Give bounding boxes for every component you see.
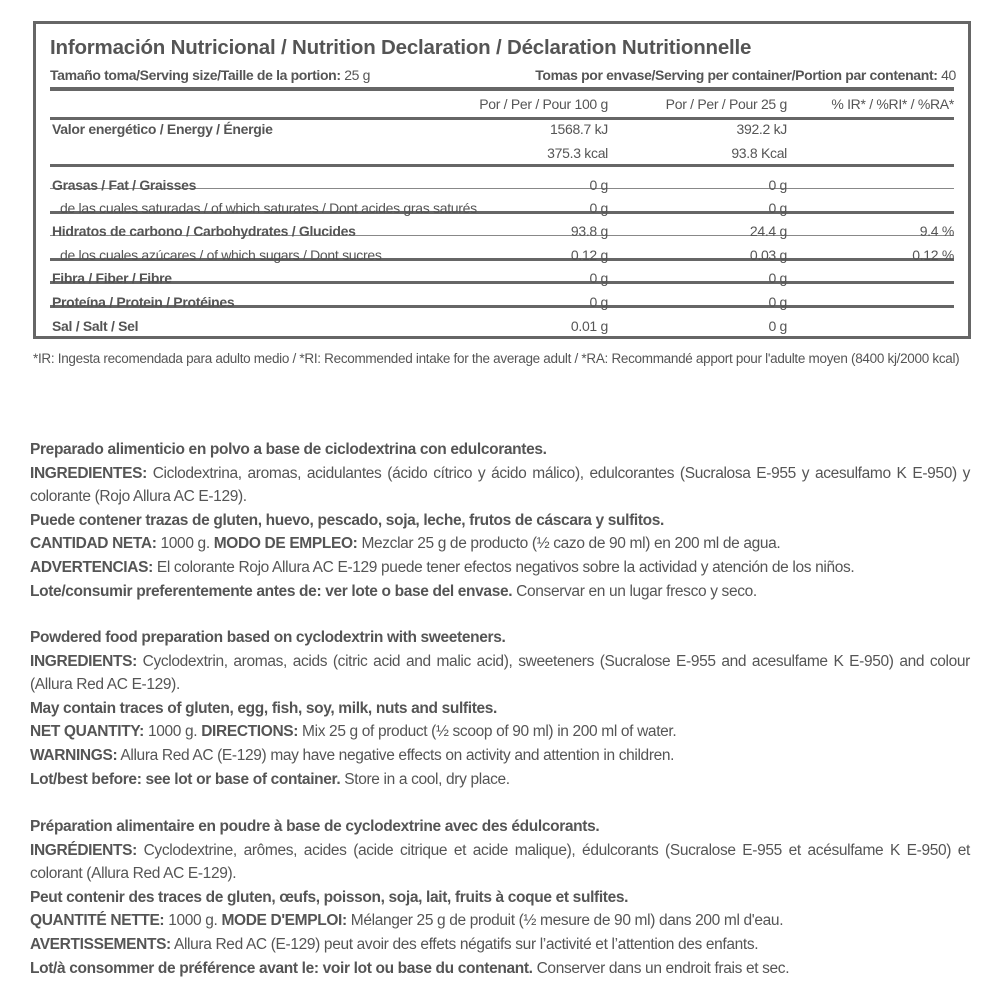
- allergens: May contain traces of gluten, egg, fish, soy, milk, nuts and sulfites.: [30, 699, 497, 717]
- value-per-100g: 375.3 kcal: [547, 145, 608, 161]
- value-per-100g: 0 g: [589, 270, 608, 286]
- ingredients: INGREDIENTS: Cyclodextrin, aromas, acids (citric acid and malic acid), sweeteners (Sucralose E-955 and acesulfame K E-950) and colour (Allura Red AC E-129).: [30, 652, 970, 694]
- table-row: [50, 294, 954, 314]
- value-per-25g: 0 g: [768, 177, 787, 193]
- nutrient-label: Valor energético / Energy / Énergie: [52, 121, 273, 137]
- header-per-25g: Por / Per / Pour 25 g: [665, 96, 787, 112]
- value-per-100g: 0 g: [589, 200, 608, 216]
- value-per-25g: 0 g: [768, 318, 787, 334]
- lot-storage: Lote/consumir preferentemente antes de: ver lote o base del envase. Conservar en un lugar fresco y seco.: [30, 582, 757, 600]
- warnings: ADVERTENCIAS: El colorante Rojo Allura AC E-129 puede tener efectos negativos sobre la actividad y atención de los niños.: [30, 558, 855, 576]
- value-per-25g: 93.8 Kcal: [731, 145, 787, 161]
- value-ri: 0.12 %: [912, 247, 954, 263]
- serving-size-value: 25 g: [344, 67, 371, 83]
- nutrient-label: Grasas / Fat / Graisses: [52, 177, 197, 193]
- quantity-directions: QUANTITÉ NETTE: 1000 g. MODE D'EMPLOI: Mélanger 25 g de produit (½ mesure de 90 ml) dans 200 ml d'eau.: [30, 912, 784, 930]
- lot-storage: Lot/best before: see lot or base of container. Store in a cool, dry place.: [30, 770, 510, 788]
- table-title: Información Nutricional / Nutrition Declaration / Déclaration Nutritionnelle: [50, 36, 752, 59]
- value-per-100g: 0 g: [589, 294, 608, 310]
- footnote: *IR: Ingesta recomendada para adulto medio / *RI: Recommended intake for the average adult / *RA: Recommandé apport pour l'adulte moyen (8400 kj/2000 kcal): [33, 351, 960, 366]
- nutrient-label: Fibra / Fiber / Fibre: [52, 270, 172, 286]
- table-row: [50, 270, 954, 290]
- header-ri: % IR* / %RI* / %RA*: [831, 96, 954, 112]
- english-text: [30, 626, 970, 791]
- product-description: Preparado alimenticio en polvo a base de ciclodextrina con edulcorantes.: [30, 441, 547, 458]
- header-per-100g: Por / Per / Pour 100 g: [479, 96, 608, 112]
- value-per-25g: 0 g: [768, 294, 787, 310]
- ingredients: INGRÉDIENTS: Cyclodextrine, arômes, acides (acide citrique et acide malique), édulcorants (Sucralose E-955 et acésulfame K E-950) et colorant (Allura Red AC E-129).: [30, 841, 970, 883]
- table-row: [50, 247, 954, 267]
- allergens: Puede contener trazas de gluten, huevo, pescado, soja, leche, frutos de cáscara y sulfitos.: [30, 511, 664, 529]
- value-per-100g: 1568.7 kJ: [549, 121, 608, 137]
- divider: [50, 117, 954, 120]
- value-per-100g: 0 g: [589, 177, 608, 193]
- value-per-25g: 24.4 g: [749, 223, 787, 239]
- serving-size-label: Tamaño toma/Serving size/Taille de la portion:: [50, 67, 341, 83]
- nutrient-label: Proteína / Protein / Protéines: [52, 294, 235, 310]
- table-row: [50, 200, 954, 220]
- product-description: Préparation alimentaire en poudre à base de cyclodextrine avec des édulcorants.: [30, 818, 600, 835]
- value-per-25g: 0 g: [768, 270, 787, 286]
- quantity-directions: NET QUANTITY: 1000 g. DIRECTIONS: Mix 25 g of product (½ scoop of 90 ml) in 200 ml of water.: [30, 723, 677, 741]
- servings-label: Tomas por envase/Serving per container/Portion par contenant:: [535, 67, 938, 83]
- value-per-25g: 0.03 g: [749, 247, 787, 263]
- value-per-100g: 0.12 g: [570, 247, 608, 263]
- french-text: [30, 815, 970, 980]
- value-per-100g: 93.8 g: [570, 223, 608, 239]
- servings-value: 40: [941, 67, 956, 83]
- serving-info: [50, 67, 956, 83]
- product-description: Powdered food preparation based on cyclodextrin with sweeteners.: [30, 629, 506, 646]
- value-ri: 9.4 %: [919, 223, 954, 239]
- nutrition-table: [33, 21, 971, 339]
- nutrient-label: de las cuales saturadas / of which saturates / Dont acides gras saturés: [60, 200, 477, 216]
- nutrient-label: Hidratos de carbono / Carbohydrates / Glucides: [52, 223, 356, 239]
- table-row: [50, 121, 954, 141]
- header-row: [50, 96, 954, 116]
- value-per-25g: 392.2 kJ: [736, 121, 787, 137]
- lot-storage: Lot/à consommer de préférence avant le: voir lot ou base du contenant. Conserver dans un endroit frais et sec.: [30, 959, 790, 977]
- warnings: AVERTISSEMENTS: Allura Red AC (E-129) peut avoir des effets négatifs sur l’activité et l’attention des enfants.: [30, 935, 759, 953]
- ingredients: INGREDIENTES: Ciclodextrina, aromas, acidulantes (ácido cítrico y ácido málico), edulcorantes (Sucralosa E-955 y acesulfamo K E-950) y colorante (Rojo Allura AC E-129).: [30, 464, 970, 506]
- divider: [50, 87, 954, 91]
- table-row: [50, 177, 954, 197]
- nutrient-label: Sal / Salt / Sel: [52, 318, 139, 334]
- quantity-directions: CANTIDAD NETA: 1000 g. MODO DE EMPLEO: Mezclar 25 g de producto (½ cazo de 90 ml) en 200 ml de agua.: [30, 535, 781, 553]
- spanish-text: [30, 438, 970, 603]
- table-row: [50, 223, 954, 243]
- table-row: [50, 145, 954, 165]
- value-per-100g: 0.01 g: [570, 318, 608, 334]
- allergens: Peut contenir des traces de gluten, œufs, poisson, soja, lait, fruits à coque et sulfites.: [30, 888, 629, 906]
- value-per-25g: 0 g: [768, 200, 787, 216]
- warnings: WARNINGS: Allura Red AC (E-129) may have negative effects on activity and attention in children.: [30, 746, 675, 764]
- table-row: [50, 318, 954, 338]
- nutrient-label: de los cuales azúcares / of which sugars / Dont sucres: [60, 247, 382, 263]
